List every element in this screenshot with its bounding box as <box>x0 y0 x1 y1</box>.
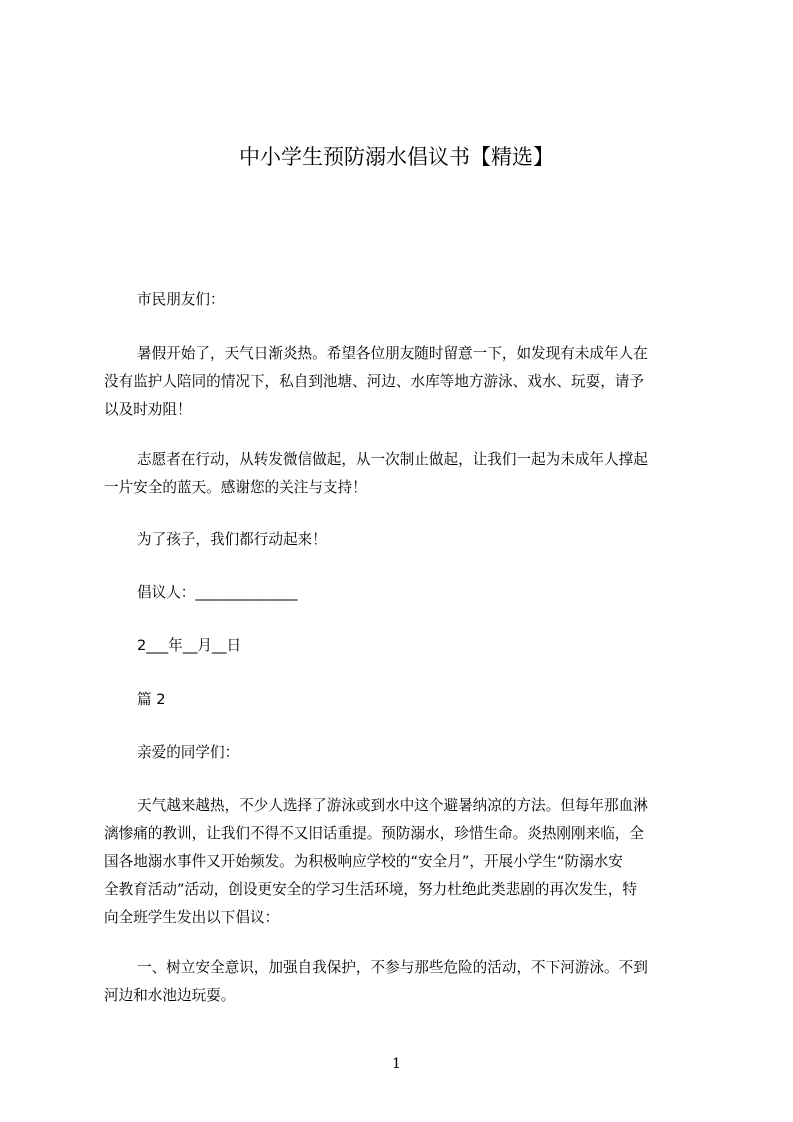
paragraph-hot-weather <box>104 792 704 932</box>
paragraph-line: 向全班学生发出以下倡议： <box>104 909 280 926</box>
paragraph-line: 以及时劝阻！ <box>104 401 192 418</box>
paragraph-line: 为了孩子，我们都行动起来！ <box>137 531 327 548</box>
paragraph-line: 全教育活动”活动，创设更安全的学习生活环境，努力杜绝此类悲剧的再次发生，特 <box>104 881 637 898</box>
paragraph-line: 国各地溺水事件又开始频发。为积极响应学校的“安全月”，开展小学生“防溺水安 <box>104 853 623 870</box>
paragraph-line: 暑假开始了，天气日渐炎热。希望各位朋友随时留意一下，如发现有未成年人在 <box>137 345 648 362</box>
page-number: 1 <box>392 1056 401 1072</box>
paragraph-line: 一片安全的蓝天。感谢您的关注与支持！ <box>104 479 367 496</box>
paragraph-section-2 <box>104 686 704 714</box>
paragraph-line: 倡议人：______________ <box>137 584 298 601</box>
paragraph-line: 市民朋友们： <box>137 291 225 308</box>
paragraph-proposal-1 <box>104 954 704 1010</box>
paragraph-line: 志愿者在行动，从转发微信做起，从一次制止做起，让我们一起为未成年人撑起 <box>137 451 648 468</box>
paragraph-greeting-citizens <box>104 286 704 314</box>
paragraph-date <box>104 632 704 660</box>
paragraph-line: 亲爱的同学们： <box>137 744 240 761</box>
document-title: 中小学生预防溺水倡议书【精选】 <box>239 145 554 169</box>
paragraph-summer-warning <box>104 340 704 424</box>
paragraph-line: 一、树立安全意识，加强自我保护，不参与那些危险的活动，不下河游泳。不到 <box>137 959 648 976</box>
paragraph-line: 天气越来越热，不少人选择了游泳或到水中这个避暑纳凉的方法。但每年那血淋 <box>137 797 648 814</box>
paragraph-for-children <box>104 526 704 554</box>
paragraph-greeting-students <box>104 739 704 767</box>
paragraph-initiator <box>104 579 704 607</box>
paragraph-volunteers <box>104 446 704 502</box>
paragraph-line: 漓惨痛的教训，让我们不得不又旧话重提。预防溺水，珍惜生命。炎热刚刚来临，全 <box>104 825 644 842</box>
paragraph-line: 河边和水池边玩耍。 <box>104 987 236 1004</box>
paragraph-line: 2___年__月__日 <box>137 637 242 654</box>
paragraph-line: 篇 2 <box>137 691 166 708</box>
paragraph-line: 没有监护人陪同的情况下，私自到池塘、河边、水库等地方游泳、戏水、玩耍，请予 <box>104 373 644 390</box>
